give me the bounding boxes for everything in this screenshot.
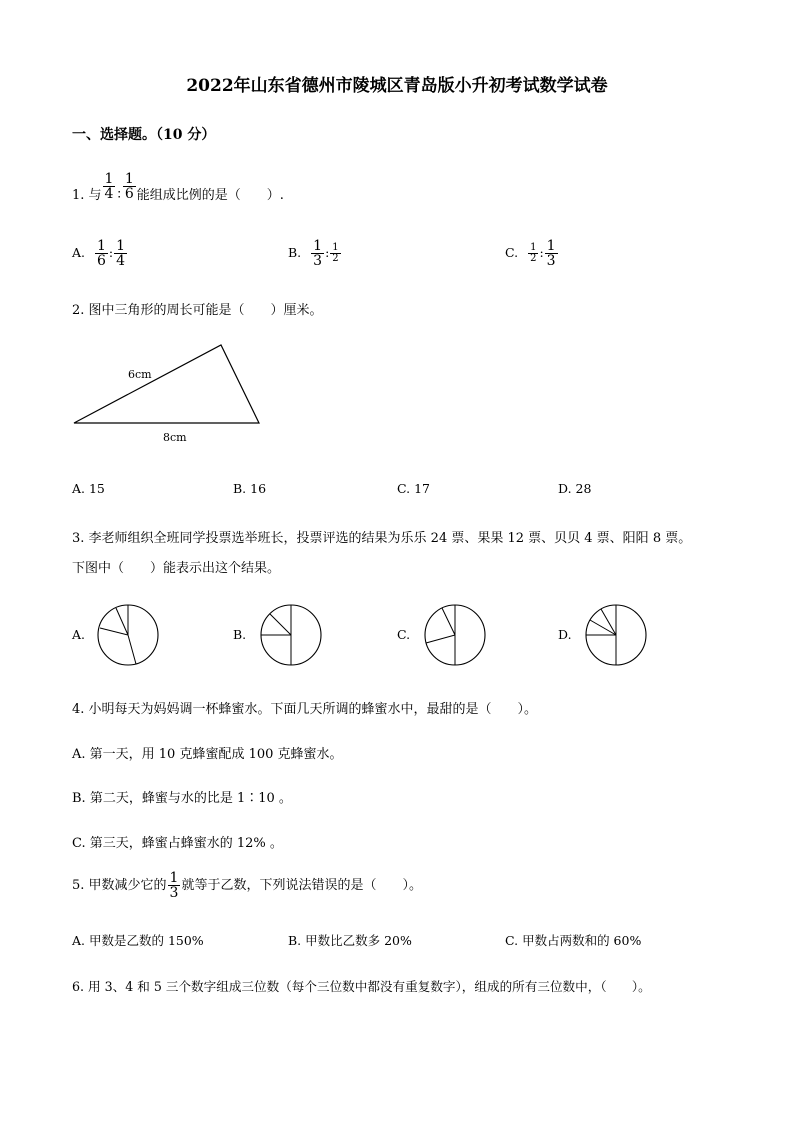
fraction: $\frac{1}{4}$ (116, 238, 126, 269)
option-label: C. (505, 245, 519, 260)
pie-chart-d (586, 605, 646, 665)
q5-option-c[interactable]: C. 甲数占两数和的 60% (505, 933, 642, 948)
fraction: $\frac{1}{2}$ (530, 242, 537, 264)
option-label: B. (288, 245, 302, 260)
triangle-side-6cm: 6cm (128, 368, 152, 381)
page-title: 2022年山东省德州市陵城区青岛版小升初考试数学试卷 (186, 76, 608, 96)
question-3-line-1: 3. 李老师组织全班同学投票选举班长，投票评选的结果为乐乐 24 票、果果 12 票、贝贝 4 票、阳阳 8 票。 (72, 531, 692, 546)
q2-option-d[interactable]: D. 28 (558, 481, 592, 496)
question-1-suffix: 能组成比例的是（ ）. (136, 188, 284, 203)
question-3-line-2: 下图中（ ）能表示出这个结果。 (72, 561, 281, 576)
triangle-side-8cm: 8cm (163, 431, 187, 444)
fraction: $\frac{1}{6}$ (124, 171, 134, 202)
q3-option-b[interactable]: B. (233, 627, 247, 642)
q4-option-c[interactable]: C. 第三天，蜂蜜占蜂蜜水的 12% 。 (72, 836, 283, 851)
pie-chart-a (98, 605, 158, 665)
fraction: $\frac{1}{3}$ (313, 238, 323, 269)
q2-option-c[interactable]: C. 17 (397, 481, 430, 496)
ratio-colon: ∶ (117, 188, 121, 203)
q4-option-a[interactable]: A. 第一天，用 10 克蜂蜜配成 100 克蜂蜜水。 (72, 747, 343, 762)
ratio-colon: : (108, 245, 114, 260)
q3-option-c[interactable]: C. (397, 627, 411, 642)
fraction: $\frac{1}{2}$ (332, 242, 339, 264)
ratio-colon: : (539, 245, 544, 260)
q5-option-b[interactable]: B. 甲数比乙数多 20% (288, 933, 412, 948)
q5-option-a[interactable]: A. 甲数是乙数的 150% (72, 933, 204, 948)
section-heading: 一、选择题。（10 分） (72, 127, 216, 143)
q3-option-d[interactable]: D. (558, 627, 572, 642)
ratio-colon: : (325, 245, 330, 260)
option-label: A. (72, 245, 86, 260)
question-6: 6. 用 3、4 和 5 三个数字组成三位数（每个三位数中都没有重复数字），组成的所有三位数中，（ ）。 (72, 979, 651, 994)
fraction: $\frac{1}{3}$ (546, 238, 556, 269)
q2-option-a[interactable]: A. 15 (72, 481, 105, 496)
fraction: $\frac{1}{3}$ (169, 870, 179, 901)
pie-chart-c (425, 605, 485, 665)
question-1-prefix: 1. 与 (72, 188, 102, 203)
q4-option-b[interactable]: B. 第二天，蜂蜜与水的比是 1∶10 。 (72, 791, 292, 806)
question-5-suffix: 就等于乙数，下列说法错误的是（ ）。 (181, 878, 422, 893)
question-4: 4. 小明每天为妈妈调一杯蜂蜜水。下面几天所调的蜂蜜水中，最甜的是（ ）。 (72, 702, 538, 717)
pie-chart-b (261, 605, 321, 665)
q3-option-a[interactable]: A. (72, 627, 86, 642)
question-5 (72, 871, 422, 900)
fraction: $\frac{1}{4}$ (104, 171, 114, 202)
question-2: 2. 图中三角形的周长可能是（ ）厘米。 (72, 303, 323, 318)
fraction: $\frac{1}{6}$ (97, 238, 106, 269)
q2-option-b[interactable]: B. 16 (233, 481, 267, 496)
question-5-prefix: 5. 甲数减少它的 (72, 878, 167, 893)
